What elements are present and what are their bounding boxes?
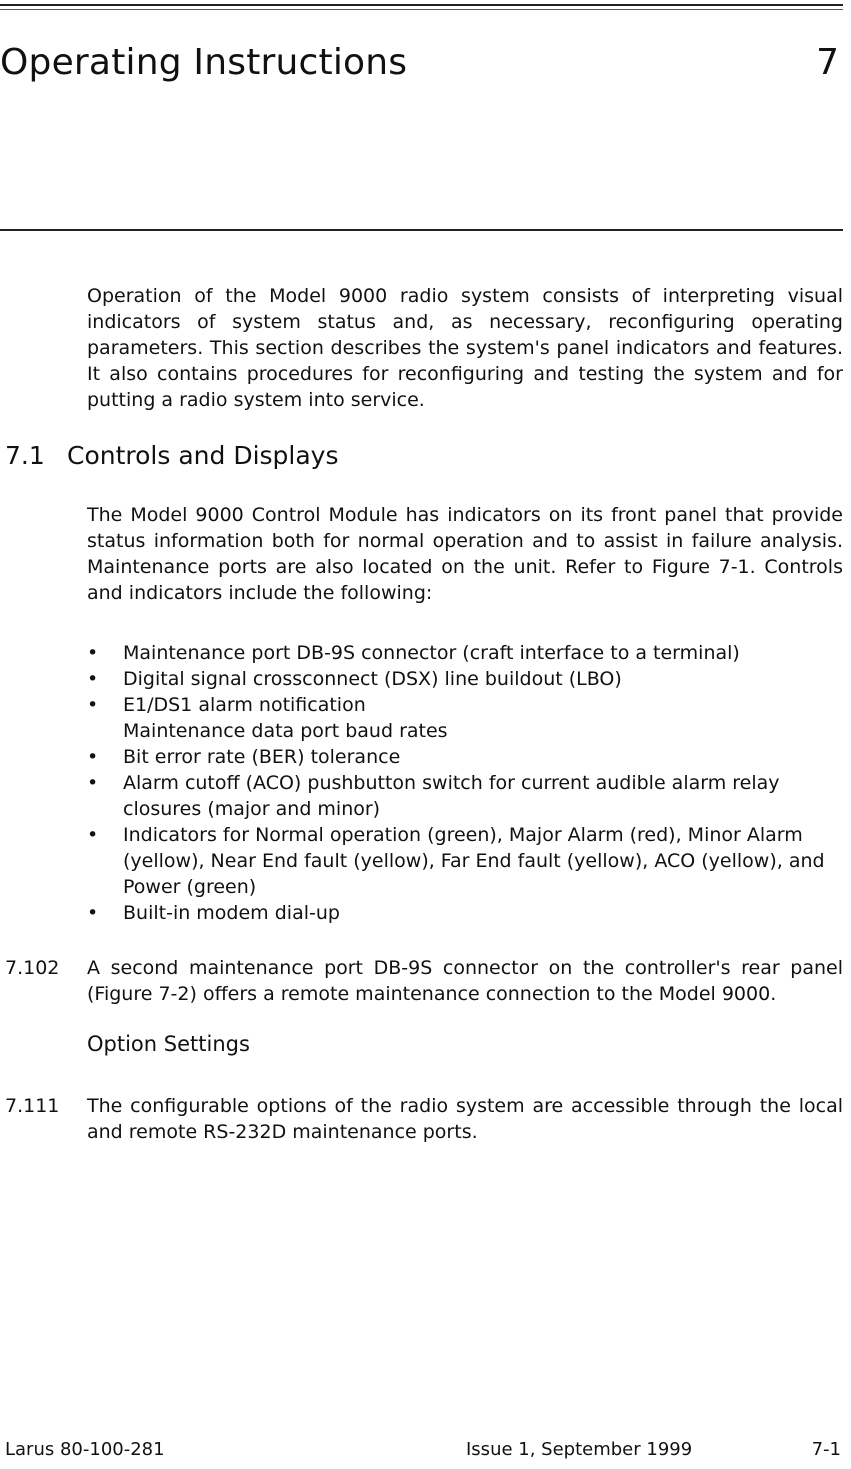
bullet-icon: • [87,642,99,664]
list-item [87,692,843,718]
list-item [87,640,843,666]
chapter-number: 7 [816,42,839,83]
list-item [87,718,843,744]
bullet-icon: • [87,694,99,716]
paragraph-7-111: The configurable options of the radio system are accessible through the local and remote RS-232D maintenance ports. [87,1095,843,1143]
list-item [87,744,843,770]
list-item-text: E1/DS1 alarm notification [123,694,366,716]
chapter-title: Operating Instructions [0,42,408,83]
top-rule [0,4,843,6]
list-item-text: Maintenance port DB-9S connector (craft interface to a terminal) [123,642,740,664]
footer-page-number: 7-1 [811,1439,841,1460]
controls-list [87,640,843,926]
bullet-icon: • [87,746,99,768]
list-item-text: Indicators for Normal operation (green), Major Alarm (red), Minor Alarm (yellow), Near End fault (yellow), Far End fault (yellow), ACO (yellow), and Power (green) [123,824,825,898]
section-title: Controls and Displays [67,441,339,470]
section-body-paragraph: The Model 9000 Control Module has indicators on its front panel that provide status information both for normal operation and to assist in failure analysis. Maintenance ports are also located on the unit. Refer to Figure 7-1. Controls and indicators include the following: [87,504,843,604]
bullet-icon: • [87,772,99,794]
paragraph-number-7-111: 7.111 [5,1095,60,1117]
list-item-text: Maintenance data port baud rates [123,720,448,742]
footer-issue: Issue 1, September 1999 [466,1439,693,1460]
list-item [87,770,843,822]
list-item [87,900,843,926]
chapter-divider [0,229,843,231]
option-settings-heading: Option Settings [87,1032,250,1056]
paragraph-number-7-102: 7.102 [5,957,60,979]
intro-paragraph: Operation of the Model 9000 radio system consists of interpreting visual indicators of system status and, as necessary, reconfiguring operating parameters. This section describes the system's panel indicators and features. It also contains procedures for reconfiguring and testing the system and for putting a radio system into service. [87,285,843,411]
footer-doc-number: Larus 80-100-281 [5,1439,165,1460]
section-number: 7.1 [5,441,45,470]
list-item-text: Built-in modem dial-up [123,902,340,924]
list-item [87,822,843,900]
paragraph-7-102: A second maintenance port DB-9S connector on the controller's rear panel (Figure 7-2) offers a remote maintenance connection to the Model 9000. [87,957,843,1005]
list-item [87,666,843,692]
bullet-icon: • [87,902,99,924]
section-heading [5,440,339,472]
bullet-icon: • [87,668,99,690]
list-item-text: Bit error rate (BER) tolerance [123,746,401,768]
list-item-text: Alarm cutoff (ACO) pushbutton switch for current audible alarm relay closures (major and minor) [123,772,780,820]
list-item-text: Digital signal crossconnect (DSX) line buildout (LBO) [123,668,622,690]
top-rule-thin [0,9,843,10]
bullet-icon: • [87,824,99,846]
